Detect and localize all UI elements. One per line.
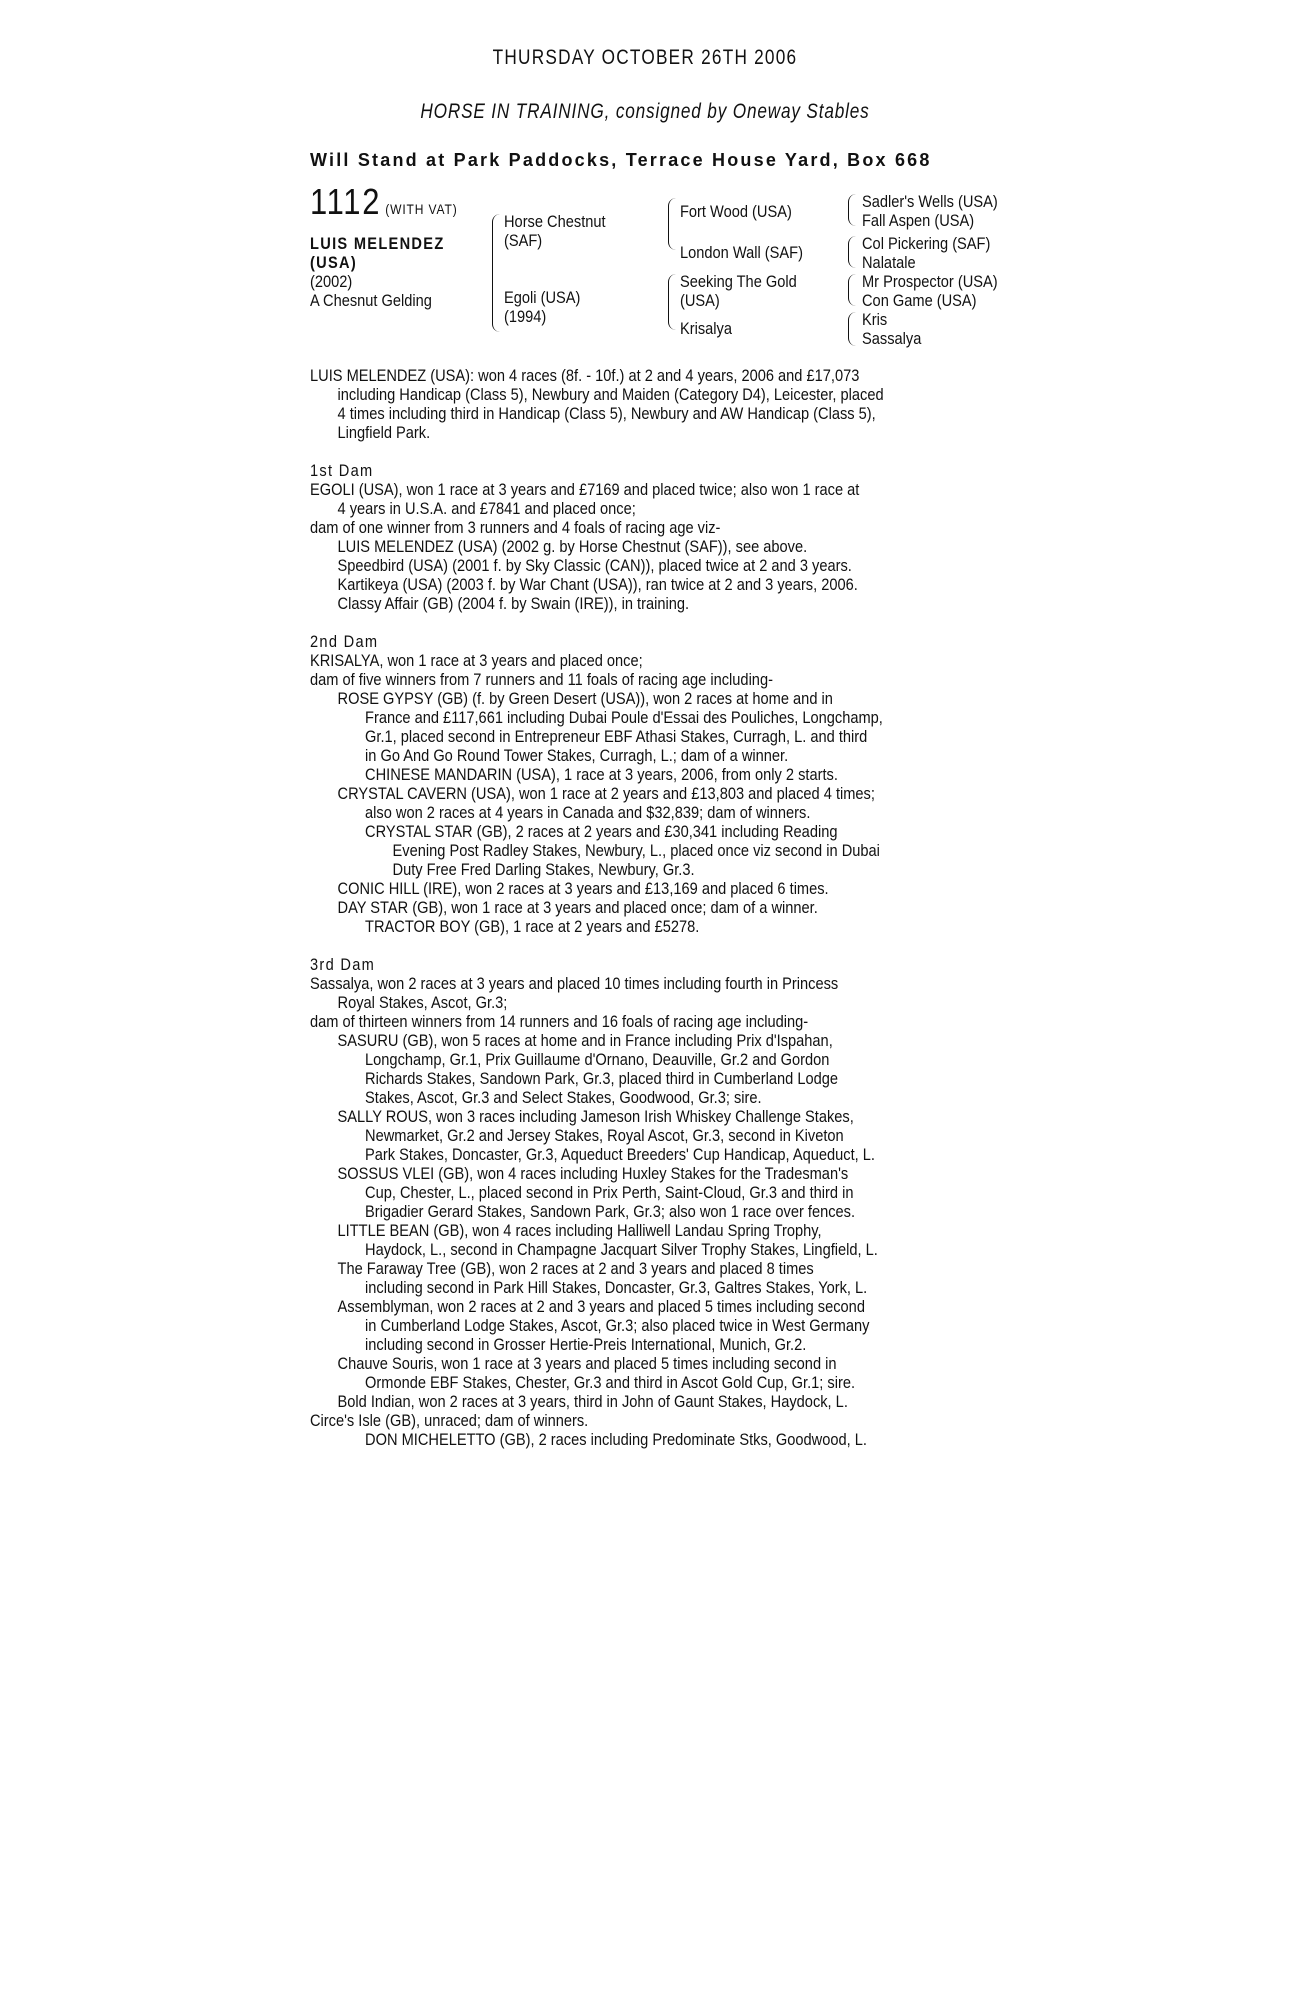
progeny-line: Park Stakes, Doncaster, Gr.3, Aqueduct Breeders' Cup Handicap, Aqueduct, L. xyxy=(365,1145,875,1164)
consignor-title: HORSE IN TRAINING, consigned by Oneway Stables xyxy=(420,100,870,123)
dam-sire-country: (USA) xyxy=(680,291,720,310)
progeny-line: CHINESE MANDARIN (USA), 1 race at 3 years, 2006, from only 2 starts. xyxy=(365,765,838,784)
lot-number-line xyxy=(310,181,458,222)
summary-line: including Handicap (Class 5), Newbury and Maiden (Category D4), Leicester, placed xyxy=(337,385,884,404)
second-dam-section xyxy=(310,632,1070,936)
progeny-line: SASURU (GB), won 5 races at home and in France including Prix d'Ispahan, xyxy=(337,1031,833,1050)
progeny-line: Cup, Chester, L., placed second in Prix Perth, Saint-Cloud, Gr.3 and third in xyxy=(365,1183,854,1202)
section-heading: 2nd Dam xyxy=(310,632,379,651)
sale-date: THURSDAY OCTOBER 26TH 2006 xyxy=(492,46,798,69)
third-dam-section xyxy=(310,955,1070,1449)
brace-ss xyxy=(848,194,856,226)
summary-line: LUIS MELENDEZ (USA): won 4 races (8f. - 10f.) at 2 and 4 years, 2006 and £17,073 xyxy=(310,366,860,385)
sdd: Nalatale xyxy=(862,253,916,272)
foal-year: (2002) xyxy=(310,272,353,291)
sire-dam: London Wall (SAF) xyxy=(680,243,803,262)
progeny-line: LUIS MELENDEZ (USA) (2002 g. by Horse Chestnut (SAF)), see above. xyxy=(337,537,808,556)
dam-line: Royal Stakes, Ascot, Gr.3; xyxy=(337,993,508,1012)
horse-name-1: LUIS MELENDEZ xyxy=(310,234,445,253)
progeny-line: Circe's Isle (GB), unraced; dam of winners. xyxy=(310,1411,589,1430)
dam: Egoli (USA) xyxy=(504,288,581,307)
progeny-line: in Go And Go Round Tower Stakes, Curragh, L.; dam of a winner. xyxy=(365,746,789,765)
progeny-line: also won 2 races at 4 years in Canada and $32,839; dam of winners. xyxy=(365,803,811,822)
summary-line: Lingfield Park. xyxy=(337,423,431,442)
brace-sire-side xyxy=(668,198,677,250)
progeny-line: DAY STAR (GB), won 1 race at 3 years and placed once; dam of a winner. xyxy=(337,898,818,917)
progeny-line: Assemblyman, won 2 races at 2 and 3 years and placed 5 times including second xyxy=(337,1297,865,1316)
progeny-line: DON MICHELETTO (GB), 2 races including Predominate Stks, Goodwood, L. xyxy=(365,1430,867,1449)
progeny-line: in Cumberland Lodge Stakes, Ascot, Gr.3; also placed twice in West Germany xyxy=(365,1316,870,1335)
dam-year: (1994) xyxy=(504,307,547,326)
progeny-line: Evening Post Radley Stakes, Newbury, L., placed once viz second in Dubai xyxy=(392,841,880,860)
ssd: Fall Aspen (USA) xyxy=(862,211,975,230)
progeny-line: CRYSTAL STAR (GB), 2 races at 2 years and £30,341 including Reading xyxy=(365,822,838,841)
dam-line: KRISALYA, won 1 race at 3 years and placed once; xyxy=(310,651,643,670)
progeny-line: Brigadier Gerard Stakes, Sandown Park, Gr.3; also won 1 race over fences. xyxy=(365,1202,856,1221)
progeny-line: CRYSTAL CAVERN (USA), won 1 race at 2 years and £13,803 and placed 4 times; xyxy=(337,784,875,803)
sire-sire: Fort Wood (USA) xyxy=(680,202,792,221)
progeny-line: LITTLE BEAN (GB), won 4 races including Halliwell Landau Spring Trophy, xyxy=(337,1221,822,1240)
progeny-line: Gr.1, placed second in Entrepreneur EBF Athasi Stakes, Curragh, L. and third xyxy=(365,727,868,746)
progeny-line: Bold Indian, won 2 races at 3 years, third in John of Gaunt Stakes, Haydock, L. xyxy=(337,1392,848,1411)
dam-dam: Krisalya xyxy=(680,319,733,338)
progeny-line: Chauve Souris, won 1 race at 3 years and placed 5 times including second in xyxy=(337,1354,837,1373)
progeny-line: SOSSUS VLEI (GB), won 4 races including Huxley Stakes for the Tradesman's xyxy=(337,1164,849,1183)
progeny-line: France and £117,661 including Dubai Poule d'Essai des Pouliches, Longchamp, xyxy=(365,708,883,727)
dds: Kris xyxy=(862,310,888,329)
dam-line: dam of one winner from 3 runners and 4 foals of racing age viz- xyxy=(310,518,721,537)
dam-line: EGOLI (USA), won 1 race at 3 years and £7169 and placed twice; also won 1 race at xyxy=(310,480,860,499)
dam-line: dam of thirteen winners from 14 runners and 16 foals of racing age including- xyxy=(310,1012,809,1031)
progeny-line: Newmarket, Gr.2 and Jersey Stakes, Royal Ascot, Gr.3, second in Kiveton xyxy=(365,1126,844,1145)
sire-country: (SAF) xyxy=(504,231,543,250)
horse-description: A Chesnut Gelding xyxy=(310,291,432,310)
progeny-line: TRACTOR BOY (GB), 1 race at 2 years and £5278. xyxy=(365,917,700,936)
brace-dam-side xyxy=(668,274,677,330)
brace-generation-1 xyxy=(492,214,501,332)
progeny-line: CONIC HILL (IRE), won 2 races at 3 years and £13,169 and placed 6 times. xyxy=(337,879,829,898)
section-heading: 3rd Dam xyxy=(310,955,376,974)
stand-location: Will Stand at Park Paddocks, Terrace House Yard, Box 668 xyxy=(310,150,932,170)
first-dam-section xyxy=(310,461,1070,613)
dam-sire: Seeking The Gold xyxy=(680,272,797,291)
brace-dd xyxy=(848,312,856,346)
dam-line: dam of five winners from 7 runners and 11 foals of racing age including- xyxy=(310,670,773,689)
progeny-line: Stakes, Ascot, Gr.3 and Select Stakes, Goodwood, Gr.3; sire. xyxy=(365,1088,762,1107)
brace-sd xyxy=(848,236,856,268)
progeny-line: Kartikeya (USA) (2003 f. by War Chant (USA)), ran twice at 2 and 3 years, 2006. xyxy=(337,575,858,594)
pedigree-table xyxy=(310,181,1030,350)
ddd: Sassalya xyxy=(862,329,922,348)
progeny-line: Ormonde EBF Stakes, Chester, Gr.3 and third in Ascot Gold Cup, Gr.1; sire. xyxy=(365,1373,856,1392)
section-heading: 1st Dam xyxy=(310,461,374,480)
summary-line: 4 times including third in Handicap (Class 5), Newbury and AW Handicap (Class 5), xyxy=(337,404,876,423)
race-summary xyxy=(310,366,1070,442)
sds: Col Pickering (SAF) xyxy=(862,234,991,253)
progeny-line: including second in Park Hill Stakes, Doncaster, Gr.3, Galtres Stakes, York, L. xyxy=(365,1278,868,1297)
dsd: Con Game (USA) xyxy=(862,291,977,310)
dam-line: 4 years in U.S.A. and £7841 and placed once; xyxy=(337,499,636,518)
horse-name-2: (USA) xyxy=(310,253,358,272)
vat-note: (WITH VAT) xyxy=(385,201,458,217)
dss: Mr Prospector (USA) xyxy=(862,272,998,291)
sire: Horse Chestnut xyxy=(504,212,606,231)
progeny-line: Classy Affair (GB) (2004 f. by Swain (IRE)), in training. xyxy=(337,594,690,613)
progeny-line: Duty Free Fred Darling Stakes, Newbury, Gr.3. xyxy=(392,860,695,879)
progeny-line: Richards Stakes, Sandown Park, Gr.3, placed third in Cumberland Lodge xyxy=(365,1069,839,1088)
progeny-line: Speedbird (USA) (2001 f. by Sky Classic (CAN)), placed twice at 2 and 3 years. xyxy=(337,556,852,575)
progeny-line: Haydock, L., second in Champagne Jacquart Silver Trophy Stakes, Lingfield, L. xyxy=(365,1240,878,1259)
dam-line: Sassalya, won 2 races at 3 years and placed 10 times including fourth in Princess xyxy=(310,974,839,993)
lot-number: 1112 xyxy=(310,181,382,222)
brace-ds xyxy=(848,274,856,306)
progeny-line: The Faraway Tree (GB), won 2 races at 2 and 3 years and placed 8 times xyxy=(337,1259,814,1278)
progeny-line: Longchamp, Gr.1, Prix Guillaume d'Ornano, Deauville, Gr.2 and Gordon xyxy=(365,1050,830,1069)
progeny-line: ROSE GYPSY (GB) (f. by Green Desert (USA)), won 2 races at home and in xyxy=(337,689,833,708)
progeny-line: including second in Grosser Hertie-Preis International, Munich, Gr.2. xyxy=(365,1335,807,1354)
progeny-line: SALLY ROUS, won 3 races including Jameson Irish Whiskey Challenge Stakes, xyxy=(337,1107,854,1126)
sss: Sadler's Wells (USA) xyxy=(862,192,998,211)
